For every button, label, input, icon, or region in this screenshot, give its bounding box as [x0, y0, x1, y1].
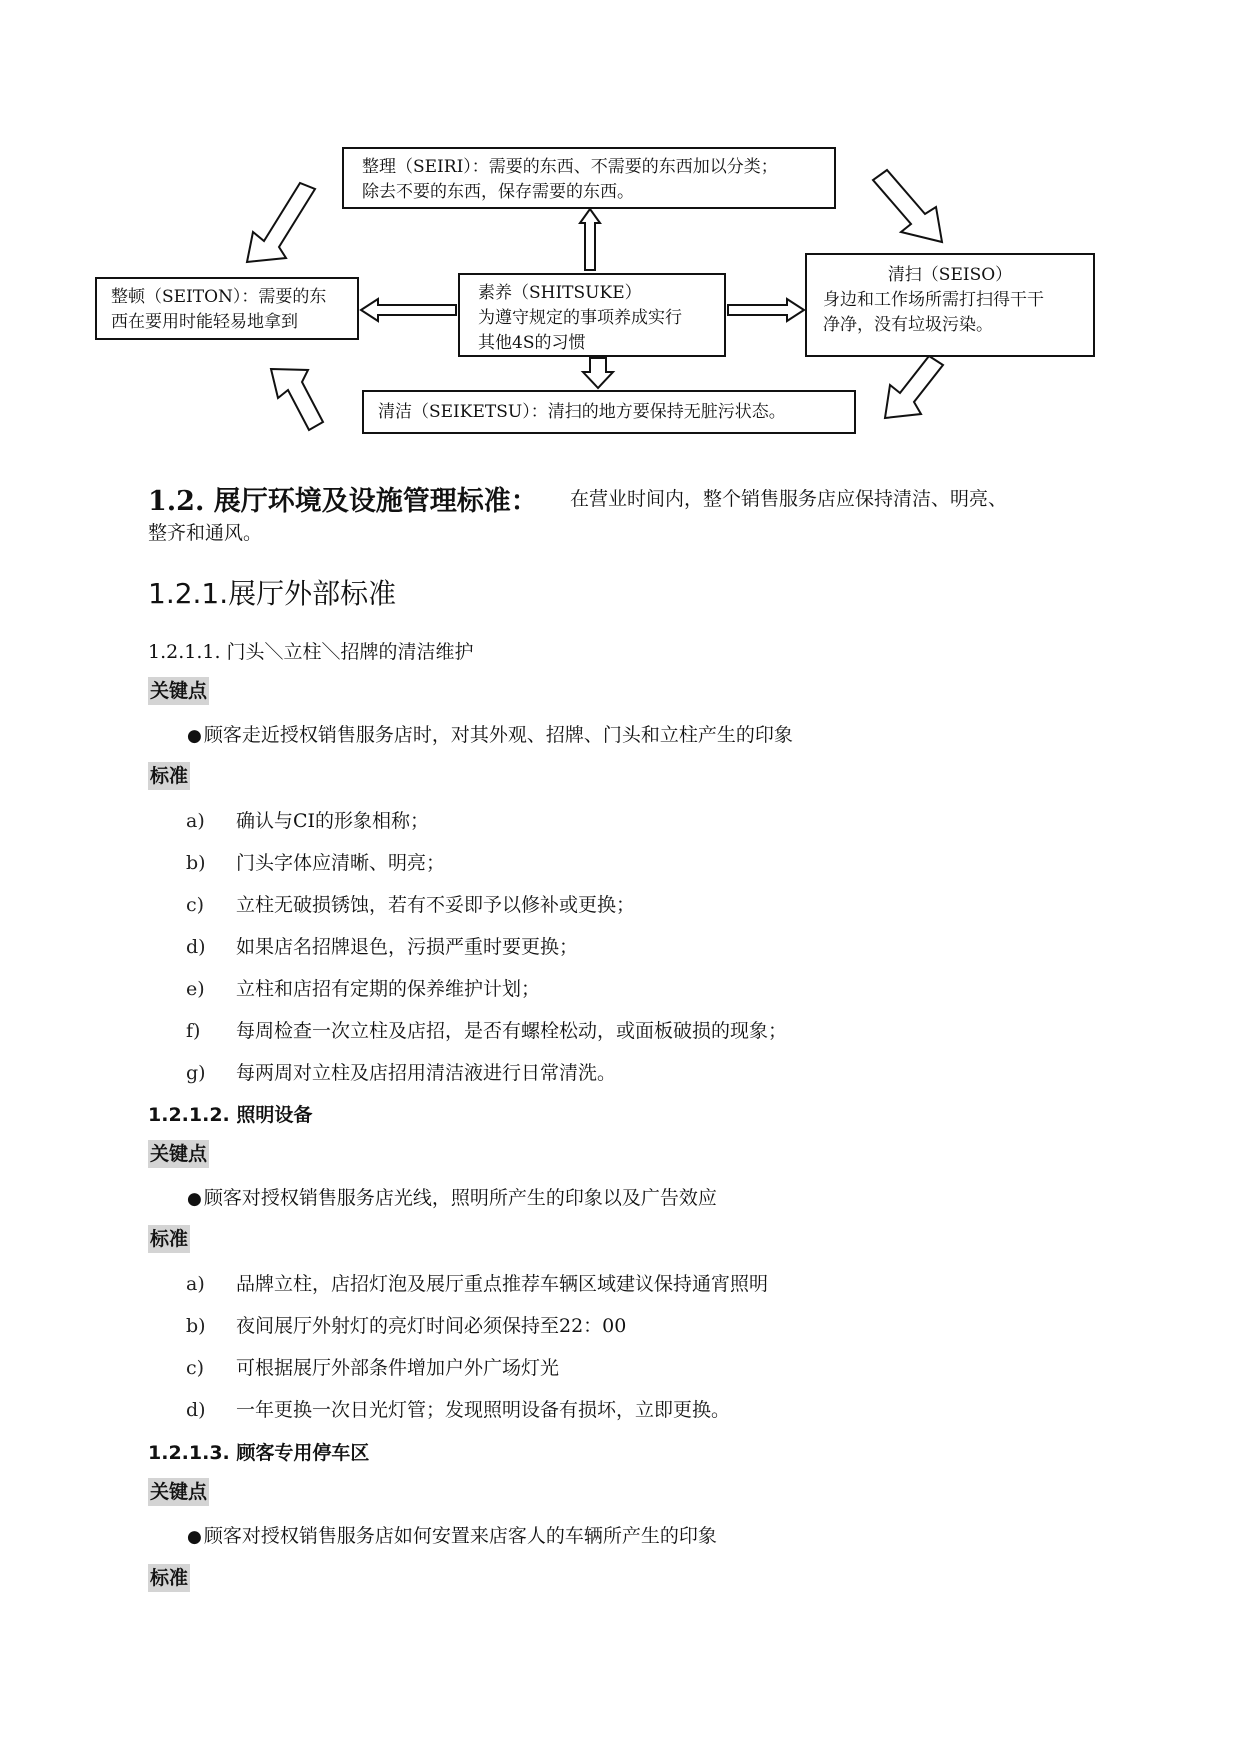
- list-marker: e): [186, 978, 205, 1000]
- shitsuke-box: [458, 273, 726, 357]
- list-item: [186, 1058, 616, 1085]
- section-1-2-1-2-heading: 1.2.1.2. 照明设备: [148, 1104, 313, 1126]
- seiketsu-box: [362, 390, 856, 434]
- list-marker: d): [186, 936, 206, 958]
- list-text: 每周检查一次立柱及店招，是否有螺栓松动，或面板破损的现象；: [236, 1020, 788, 1042]
- list-text: 确认与CI的形象相称；: [236, 810, 430, 832]
- seiketsu-line: 清洁（SEIKETSU）：清扫的地方要保持无脏污状态。: [378, 402, 786, 422]
- list-item: [186, 1353, 559, 1380]
- seiri-line-2: 除去不要的东西，保存需要的东西。: [362, 182, 634, 202]
- list-text: 门头字体应清晰、明亮；: [236, 852, 446, 874]
- list-marker: g): [186, 1062, 206, 1084]
- list-marker: a): [186, 1273, 205, 1295]
- key-point: ● 顾客对授权销售服务店如何安置来店客人的车辆所产生的印象: [187, 1525, 717, 1547]
- list-marker: c): [186, 1357, 205, 1379]
- seiso-line-3: 净净，没有垃圾污染。: [823, 315, 993, 335]
- list-text: 立柱无破损锈蚀，若有不妥即予以修补或更换；: [236, 894, 636, 916]
- shitsuke-line-1: 素养（SHITSUKE）: [478, 283, 642, 303]
- list-item: [186, 848, 445, 875]
- key-point: ● 顾客走近授权销售服务店时，对其外观、招牌、门头和立柱产生的印象: [187, 724, 793, 746]
- section-1-2-1-1-heading: 1.2.1.1. 门头＼立柱＼招牌的清洁维护: [148, 641, 474, 663]
- seiso-line-1: 清扫（SEISO）: [887, 265, 1013, 285]
- key-point-label: 关键点: [148, 1478, 209, 1506]
- standard-label: 标准: [148, 762, 190, 790]
- arrow-bottom-right: [885, 356, 943, 418]
- seiton-line-2: 西在要用时能轻易地拿到: [111, 312, 298, 332]
- shitsuke-line-3: 其他4S的习惯: [478, 333, 586, 353]
- list-marker: d): [186, 1399, 206, 1421]
- list-item: [186, 1311, 626, 1338]
- seiri-box: [342, 147, 836, 209]
- arrow-top-left: [247, 183, 315, 262]
- list-item: [186, 1395, 730, 1422]
- key-point-label: 关键点: [148, 677, 209, 705]
- list-text: 品牌立柱，店招灯泡及展厅重点推荐车辆区域建议保持通宵照明: [236, 1273, 769, 1295]
- list-text: 每两周对立柱及店招用清洁液进行日常清洗。: [236, 1062, 617, 1084]
- list-text: 夜间展厅外射灯的亮灯时间必须保持至22：00: [236, 1315, 627, 1337]
- list-text: 立柱和店招有定期的保养维护计划；: [236, 978, 541, 1000]
- arrow-center-right: [728, 299, 804, 321]
- arrow-center-left: [361, 299, 456, 321]
- key-point-text: 顾客对授权销售服务店光线，照明所产生的印象以及广告效应: [203, 1187, 717, 1209]
- list-item: [186, 1269, 768, 1296]
- arrow-top-right: [873, 170, 942, 242]
- arrow-bottom-left: [271, 369, 323, 430]
- list-text: 如果店名招牌退色，污损严重时要更换；: [236, 936, 579, 958]
- list-item: [186, 890, 635, 917]
- section-1-2-1-3-heading: 1.2.1.3. 顾客专用停车区: [148, 1442, 370, 1464]
- section-1-2-text-cont: 整齐和通风。: [148, 522, 263, 544]
- section-1-2-1-heading: 1.2.1.展厅外部标准: [148, 577, 397, 610]
- list-marker: c): [186, 894, 205, 916]
- list-item: [186, 932, 578, 959]
- key-point-label: 关键点: [148, 1140, 209, 1168]
- list-marker: b): [186, 1315, 206, 1337]
- seiton-box: [95, 277, 359, 340]
- list-marker: a): [186, 810, 205, 832]
- arrow-center-up: [580, 209, 600, 270]
- list-marker: b): [186, 852, 206, 874]
- key-point-text: 顾客对授权销售服务店如何安置来店客人的车辆所产生的印象: [203, 1525, 717, 1547]
- list-marker: f): [186, 1020, 201, 1042]
- standard-label: 标准: [148, 1564, 190, 1592]
- seiso-line-2: 身边和工作场所需打扫得干干: [823, 290, 1044, 310]
- list-item: [186, 1016, 787, 1043]
- list-text: 一年更换一次日光灯管；发现照明设备有损坏，立即更换。: [236, 1399, 731, 1421]
- standard-label: 标准: [148, 1225, 190, 1253]
- section-1-2-text: 在营业时间内，整个销售服务店应保持清洁、明亮、: [570, 488, 1008, 510]
- arrow-center-down: [583, 358, 613, 388]
- list-item: [186, 974, 540, 1001]
- seiso-box: [805, 253, 1095, 357]
- section-1-2-heading: 1.2. 展厅环境及设施管理标准：: [148, 486, 538, 517]
- shitsuke-line-2: 为遵守规定的事项养成实行: [478, 308, 682, 328]
- list-item: [186, 806, 429, 833]
- key-point-text: 顾客走近授权销售服务店时，对其外观、招牌、门头和立柱产生的印象: [203, 724, 793, 746]
- seiton-line-1: 整顿（SEITON）：需要的东: [111, 287, 327, 307]
- key-point: ● 顾客对授权销售服务店光线，照明所产生的印象以及广告效应: [187, 1187, 717, 1209]
- list-text: 可根据展厅外部条件增加户外广场灯光: [236, 1357, 560, 1379]
- seiri-line-1: 整理（SEIRI）：需要的东西、不需要的东西加以分类；: [362, 157, 778, 177]
